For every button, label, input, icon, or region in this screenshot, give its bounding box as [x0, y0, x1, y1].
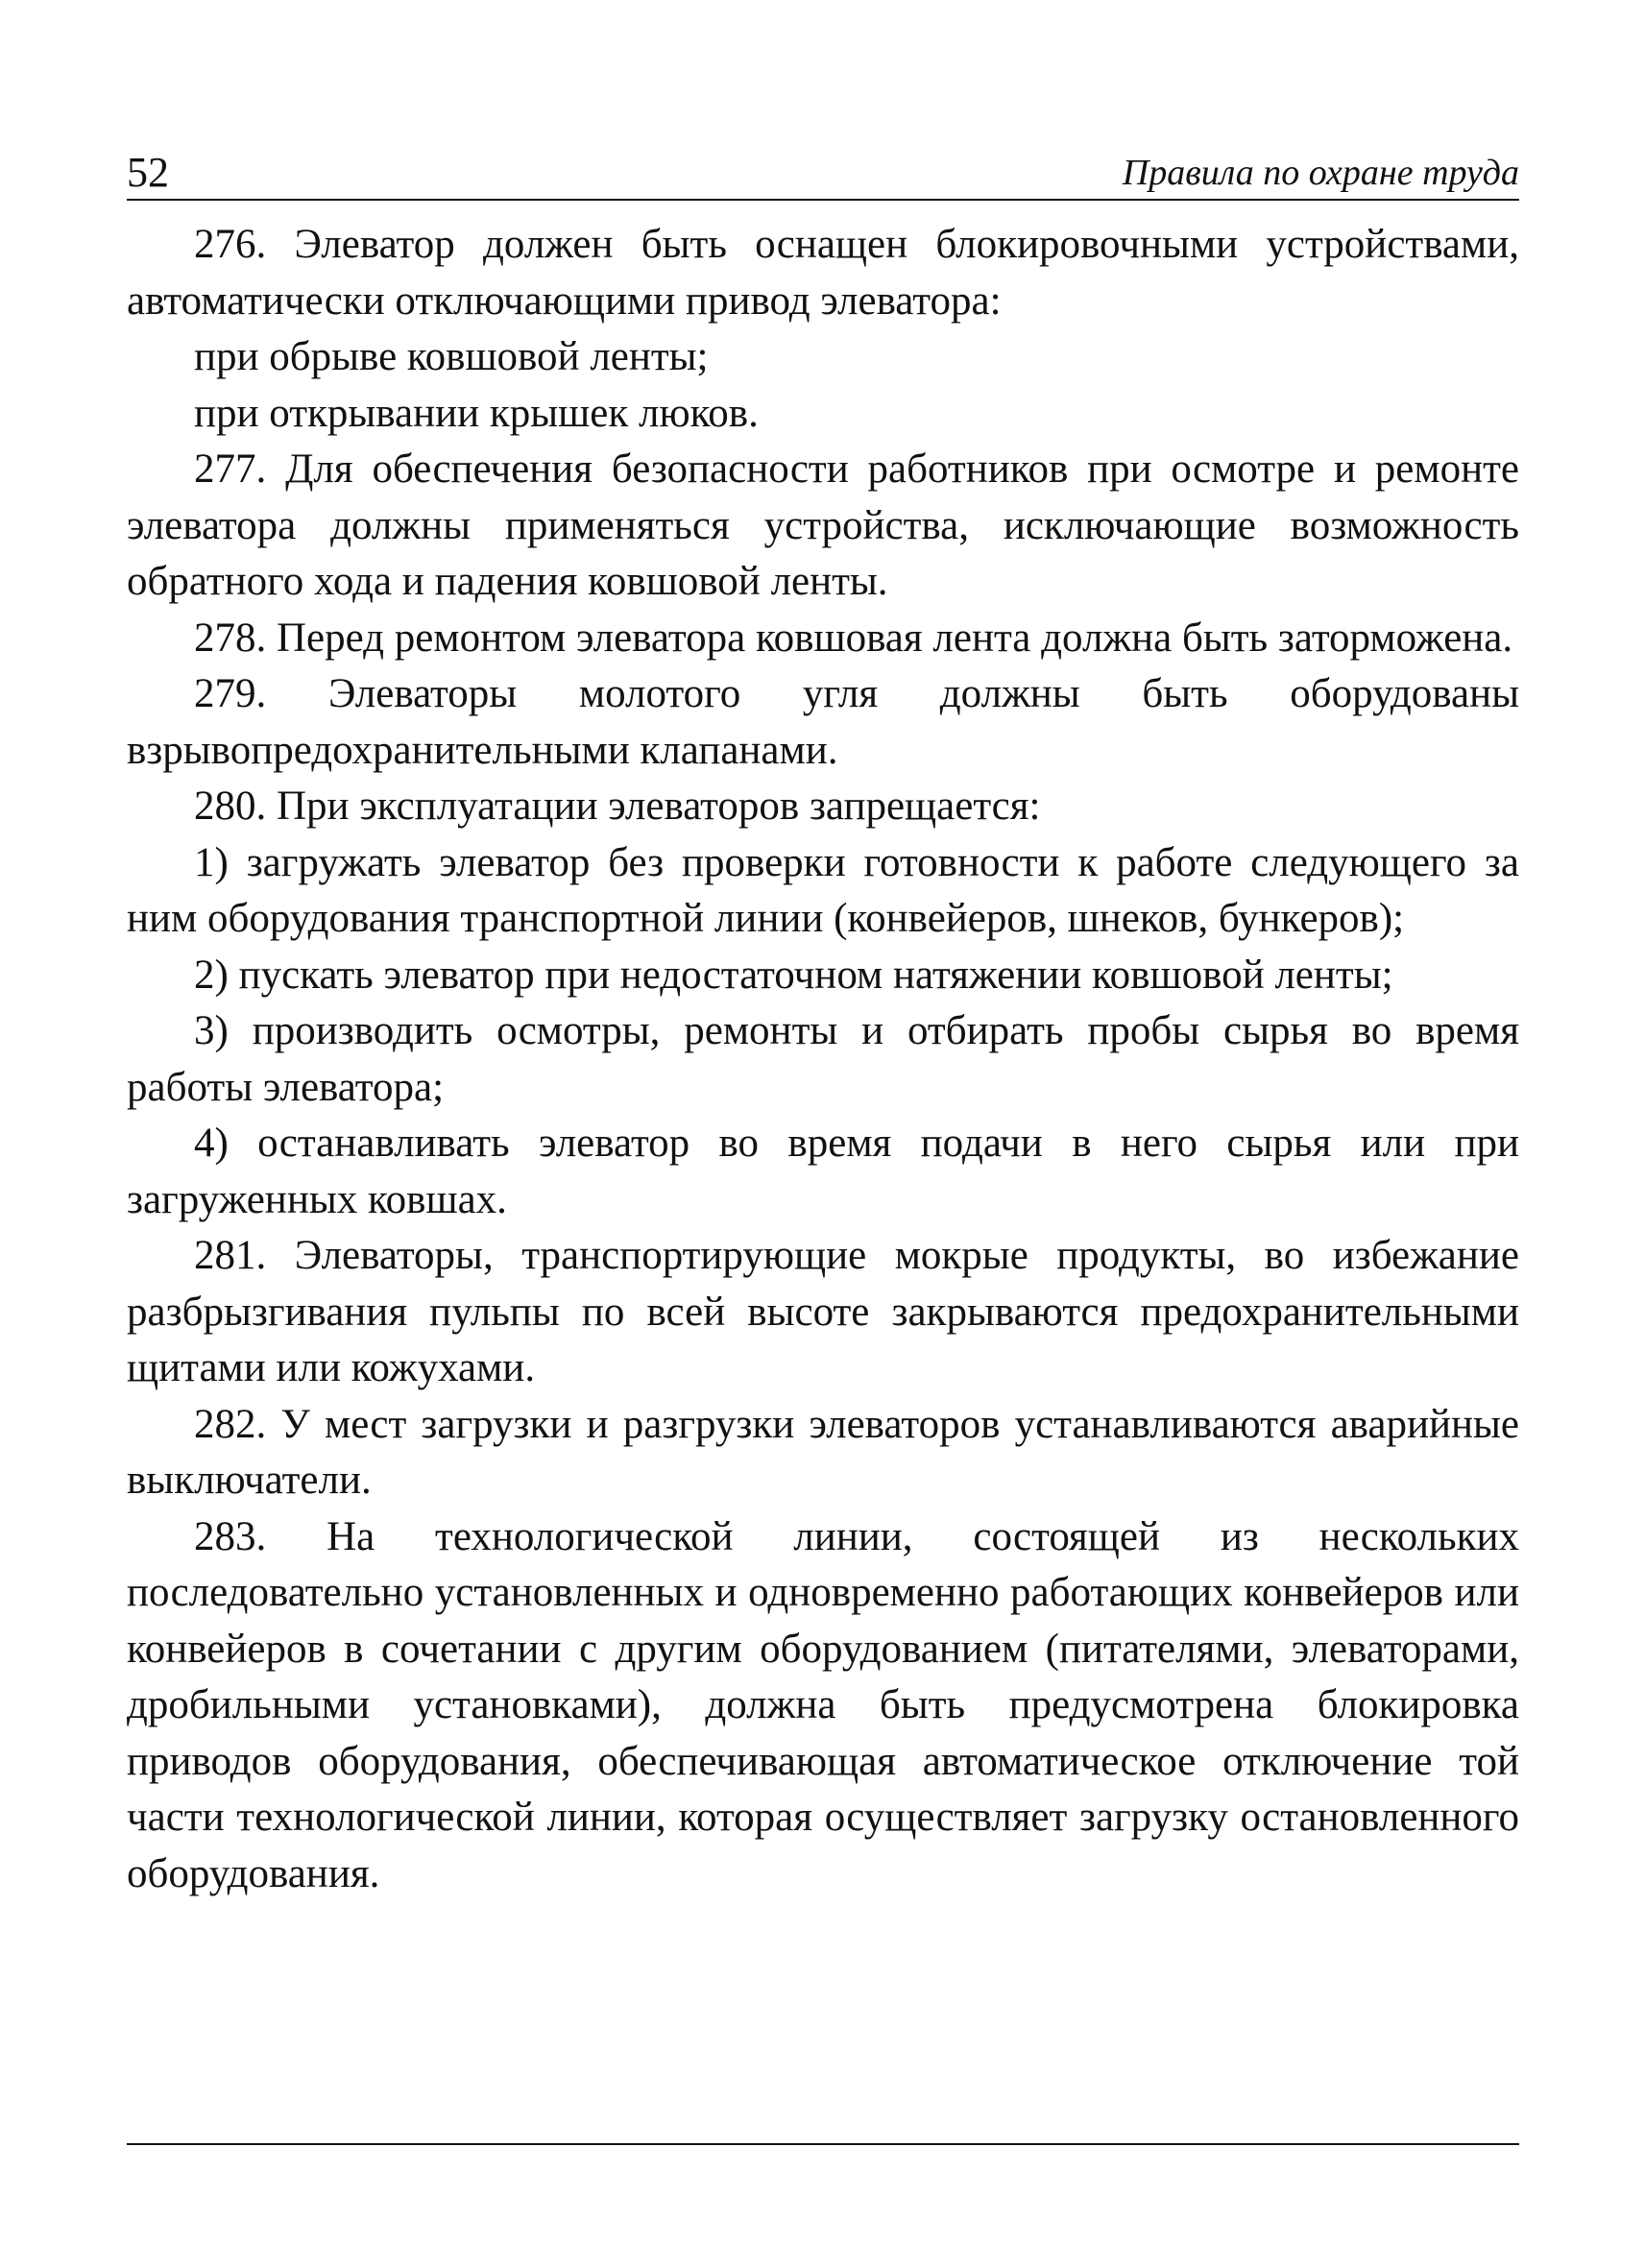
page-number: 52: [127, 149, 169, 196]
paragraph-280-item-3: 3) производить осмотры, ремонты и отбирать пробы сырья во время работы элеватора;: [127, 1008, 1519, 1110]
header-rule: [127, 199, 1519, 201]
paragraph-281: 281. Элеваторы, транспортирующие мокрые продукты, во избежание разбрызгивания пульпы по всей высоте закрываются предохранительными щитами или кожухами.: [127, 1233, 1519, 1390]
paragraph-283: 283. На технологической линии, состоящей из нескольких последовательно установленных и одновременно работающих конвейеров или конвейеров в сочетании с другим оборудованием (питателями, элеваторами, дробильными установками), должна быть предусмотрена блокировка приводов оборудования, обеспечивающая автоматическое отключение той части технологической линии, которая осуществляет загрузку остановленного оборудования.: [127, 1513, 1519, 1896]
paragraph-282: 282. У мест загрузки и разгрузки элеваторов устанавливаются аварийные выключатели.: [127, 1401, 1519, 1503]
paragraph-280-item-1: 1) загружать элеватор без проверки готовности к работе следующего за ним оборудования транспортной линии (конвейеров, шнеков, бункеров);: [127, 839, 1519, 941]
paragraph-280-item-4: 4) останавливать элеватор во время подачи в него сырья или при загруженных ковшах.: [127, 1121, 1519, 1222]
paragraph-276-item-1: при обрыве ковшовой ленты;: [194, 334, 709, 379]
paragraph-276-item-2: при открывании крышек люков.: [194, 390, 759, 436]
paragraph-277: 277. Для обеспечения безопасности работников при осмотре и ремонте элеватора должны применяться устройства, исключающие возможность обратного хода и падения ковшовой ленты.: [127, 446, 1519, 604]
running-title: Правила по охране труда: [1122, 153, 1519, 193]
paragraph-280-item-2: 2) пускать элеватор при недостаточном натяжении ковшовой ленты;: [194, 952, 1393, 998]
paragraph-280: 280. При эксплуатации элеваторов запрещается:: [194, 784, 1041, 829]
page-header: [127, 144, 1519, 202]
paragraph-279: 279. Элеваторы молотого угля должны быть оборудованы взрывопредохранительными клапанами.: [127, 671, 1519, 773]
paragraph-276: 276. Элеватор должен быть оснащен блокировочными устройствами, автоматически отключающими привод элеватора:: [127, 222, 1519, 324]
footer-rule: [127, 2143, 1519, 2145]
body-text: [127, 217, 1519, 1902]
paragraph-278: 278. Перед ремонтом элеватора ковшовая лента должна быть заторможена.: [194, 615, 1513, 661]
